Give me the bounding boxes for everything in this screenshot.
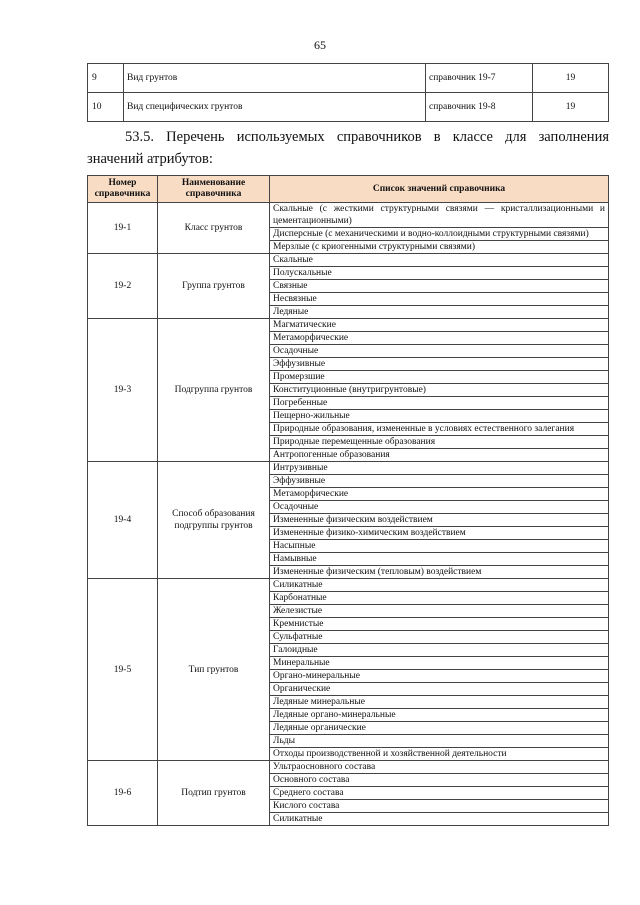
row-number: 10	[88, 93, 124, 122]
reference-value: Измененные физико-химическим воздействием	[270, 527, 609, 540]
table-row	[88, 254, 609, 267]
reference-value: Пещерно-жильные	[270, 410, 609, 423]
reference-value: Осадочные	[270, 501, 609, 514]
table-row	[88, 761, 609, 774]
reference-value: Измененные физическим (тепловым) воздействием	[270, 566, 609, 579]
reference-name: Группа грунтов	[158, 254, 270, 319]
reference-value: Погребенные	[270, 397, 609, 410]
reference-name: Тип грунтов	[158, 579, 270, 761]
reference-value: Мерзлые (с криогенными структурными связями)	[270, 241, 609, 254]
reference-code: 19-1	[88, 203, 158, 254]
reference-code: 19-6	[88, 761, 158, 826]
reference-value: Скальные	[270, 254, 609, 267]
table-row	[88, 64, 609, 93]
reference-value: Метаморфические	[270, 488, 609, 501]
reference-value: Намывные	[270, 553, 609, 566]
reference-value: Эффузивные	[270, 358, 609, 371]
section-heading-line1: 53.5. Перечень используемых справочников в классе для заполнения	[125, 129, 609, 145]
reference-value: Метаморфические	[270, 332, 609, 345]
reference-value: Отходы производственной и хозяйственной деятельности	[270, 748, 609, 761]
table-row	[88, 319, 609, 332]
table-row	[88, 579, 609, 592]
row-count: 19	[533, 93, 609, 122]
row-name: Вид грунтов	[124, 64, 426, 93]
reference-value: Несвязные	[270, 293, 609, 306]
reference-value: Среднего состава	[270, 787, 609, 800]
table-header-row	[88, 176, 609, 203]
row-reference: справочник 19-7	[426, 64, 533, 93]
page-number: 65	[314, 38, 326, 52]
reference-value: Силикатные	[270, 813, 609, 826]
reference-code: 19-3	[88, 319, 158, 462]
reference-value: Эффузивные	[270, 475, 609, 488]
reference-value: Измененные физическим воздействием	[270, 514, 609, 527]
header-name: Наименование справочника	[158, 176, 270, 203]
reference-value: Карбонатные	[270, 592, 609, 605]
header-values: Список значений справочника	[270, 176, 609, 203]
reference-value: Ледяные	[270, 306, 609, 319]
row-number: 9	[88, 64, 124, 93]
reference-table	[87, 175, 609, 826]
reference-value: Скальные (с жесткими структурными связями — кристаллизационными и цементационными)	[270, 203, 609, 228]
reference-value: Железистые	[270, 605, 609, 618]
top-table	[87, 63, 609, 122]
reference-value: Промерзшие	[270, 371, 609, 384]
reference-value: Ледяные минеральные	[270, 696, 609, 709]
reference-value: Полускальные	[270, 267, 609, 280]
reference-code: 19-4	[88, 462, 158, 579]
reference-value: Магматические	[270, 319, 609, 332]
reference-value: Льды	[270, 735, 609, 748]
reference-value: Природные образования, измененные в условиях естественного залегания	[270, 423, 609, 436]
table-row	[88, 203, 609, 228]
reference-value: Сульфатные	[270, 631, 609, 644]
row-reference: справочник 19-8	[426, 93, 533, 122]
reference-name: Подгруппа грунтов	[158, 319, 270, 462]
reference-name: Способ образования подгруппы грунтов	[158, 462, 270, 579]
reference-value: Ультраосновного состава	[270, 761, 609, 774]
reference-value: Насыпные	[270, 540, 609, 553]
reference-value: Кремнистые	[270, 618, 609, 631]
reference-value: Ледяные органо-минеральные	[270, 709, 609, 722]
table-row	[88, 462, 609, 475]
table-row	[88, 93, 609, 122]
reference-code: 19-2	[88, 254, 158, 319]
row-count: 19	[533, 64, 609, 93]
reference-value: Конституционные (внутригрунтовые)	[270, 384, 609, 397]
reference-value: Галоидные	[270, 644, 609, 657]
reference-name: Класс грунтов	[158, 203, 270, 254]
row-name: Вид специфических грунтов	[124, 93, 426, 122]
reference-value: Органо-минеральные	[270, 670, 609, 683]
reference-value: Связные	[270, 280, 609, 293]
reference-value: Кислого состава	[270, 800, 609, 813]
section-heading-line2: значений атрибутов:	[87, 151, 213, 167]
reference-value: Природные перемещенные образования	[270, 436, 609, 449]
reference-value: Силикатные	[270, 579, 609, 592]
reference-value: Дисперсные (с механическими и водно-коллоидными структурными связями)	[270, 228, 609, 241]
reference-value: Ледяные органические	[270, 722, 609, 735]
reference-value: Минеральные	[270, 657, 609, 670]
reference-value: Интрузивные	[270, 462, 609, 475]
reference-code: 19-5	[88, 579, 158, 761]
reference-value: Осадочные	[270, 345, 609, 358]
reference-value: Органические	[270, 683, 609, 696]
reference-value: Основного состава	[270, 774, 609, 787]
reference-value: Антропогенные образования	[270, 449, 609, 462]
reference-name: Подтип грунтов	[158, 761, 270, 826]
header-code: Номер справочника	[88, 176, 158, 203]
